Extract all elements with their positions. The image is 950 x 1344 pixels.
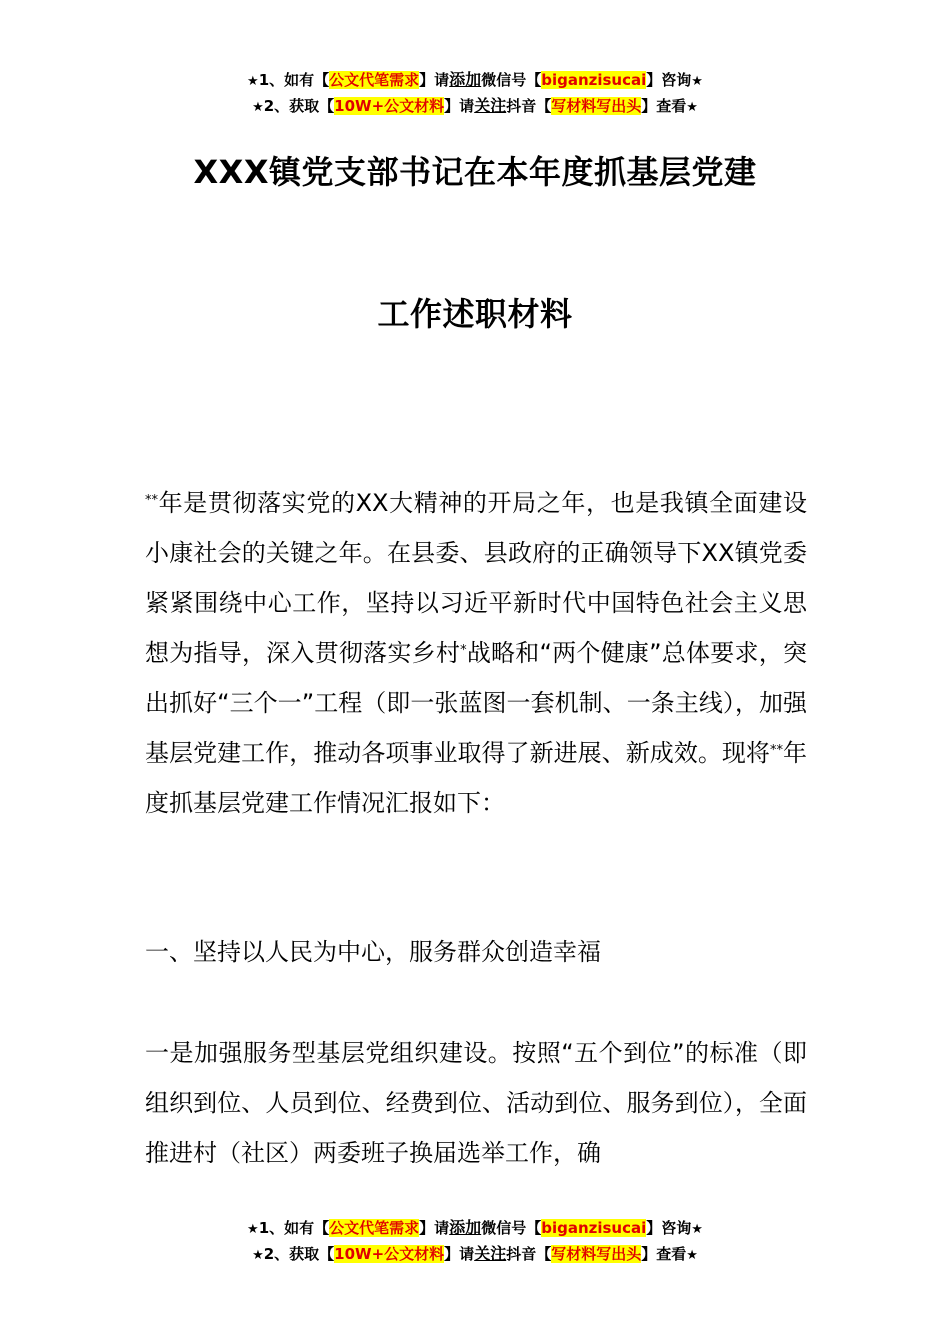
- banner-text: 1、如有【: [258, 71, 330, 89]
- banner-text: 】请: [419, 1219, 450, 1237]
- intro-paragraph: [145, 478, 807, 828]
- paragraph-text: 战略和“两个健康”总体要求，突出抓好“三个一”工程（即一张蓝图一套机制、一条主线），加强基层党建工作，推动各项事业取得了新进展、新成效。现将: [145, 639, 807, 767]
- star-icon: ★: [252, 1248, 264, 1263]
- banner-text: 2、获取【: [263, 97, 335, 115]
- banner-line-2: [0, 94, 950, 120]
- redaction-mark: **: [769, 743, 783, 758]
- banner-text: 】查看: [641, 1245, 687, 1263]
- redaction-mark: **: [145, 493, 158, 508]
- redaction-mark: *: [460, 643, 467, 658]
- banner-text: 】请: [419, 71, 450, 89]
- highlight-materials: 10W+公文材料: [334, 97, 445, 115]
- underlined-follow: 关注: [474, 1244, 507, 1263]
- star-icon: ★: [686, 100, 698, 115]
- banner-text: 抖音【: [506, 97, 552, 115]
- star-icon: ★: [252, 100, 264, 115]
- footer-banner: [0, 1216, 950, 1268]
- banner-text: 微信号【: [481, 71, 542, 89]
- star-icon: ★: [691, 74, 703, 89]
- banner-text: 】咨询: [646, 1219, 692, 1237]
- banner-text: 抖音【: [506, 1245, 552, 1263]
- header-banner: [0, 68, 950, 120]
- highlight-wechat-id: biganzisucai: [541, 1219, 647, 1237]
- banner-text: 】查看: [641, 97, 687, 115]
- highlight-douyin-account: 写材料写出头: [551, 1245, 642, 1263]
- paragraph-text: 年度抓基层党建工作情况汇报如下：: [145, 739, 808, 817]
- paragraph-text: 年是贯彻落实党的XX大精神的开局之年，也是我镇全面建设小康社会的关键之年。在县委、县政府的正确领导下XX镇党委紧紧围绕中心工作，坚持以习近平新时代中国特色社会主义思想为指导，深入贯彻落实乡村: [145, 489, 807, 667]
- document-title-line-2: 工作述职材料: [377, 295, 573, 333]
- highlight-wechat-id: biganzisucai: [541, 71, 647, 89]
- highlight-service: 公文代笔需求: [329, 71, 420, 89]
- star-icon: ★: [686, 1248, 698, 1263]
- banner-line-2: [0, 1242, 950, 1268]
- underlined-follow: 关注: [474, 96, 507, 115]
- star-icon: ★: [247, 1222, 259, 1237]
- banner-line-1: [0, 1216, 950, 1242]
- star-icon: ★: [691, 1222, 703, 1237]
- underlined-add: 添加: [449, 1218, 482, 1237]
- banner-text: 】请: [444, 97, 475, 115]
- section-1-paragraph: 一是加强服务型基层党组织建设。按照“五个到位”的标准（即组织到位、人员到位、经费到位、活动到位、服务到位），全面推进村（社区）两委班子换届选举工作，确: [145, 1039, 807, 1167]
- banner-text: 】请: [444, 1245, 475, 1263]
- banner-line-1: [0, 68, 950, 94]
- highlight-materials: 10W+公文材料: [334, 1245, 445, 1263]
- banner-text: 2、获取【: [263, 1245, 335, 1263]
- banner-text: 1、如有【: [258, 1219, 330, 1237]
- document-title-line-1: XXX镇党支部书记在本年度抓基层党建: [193, 153, 757, 191]
- section-heading-1: 一、坚持以人民为中心，服务群众创造幸福: [145, 938, 601, 966]
- banner-text: 】咨询: [646, 71, 692, 89]
- highlight-service: 公文代笔需求: [329, 1219, 420, 1237]
- banner-text: 微信号【: [481, 1219, 542, 1237]
- underlined-add: 添加: [449, 70, 482, 89]
- star-icon: ★: [247, 74, 259, 89]
- highlight-douyin-account: 写材料写出头: [551, 97, 642, 115]
